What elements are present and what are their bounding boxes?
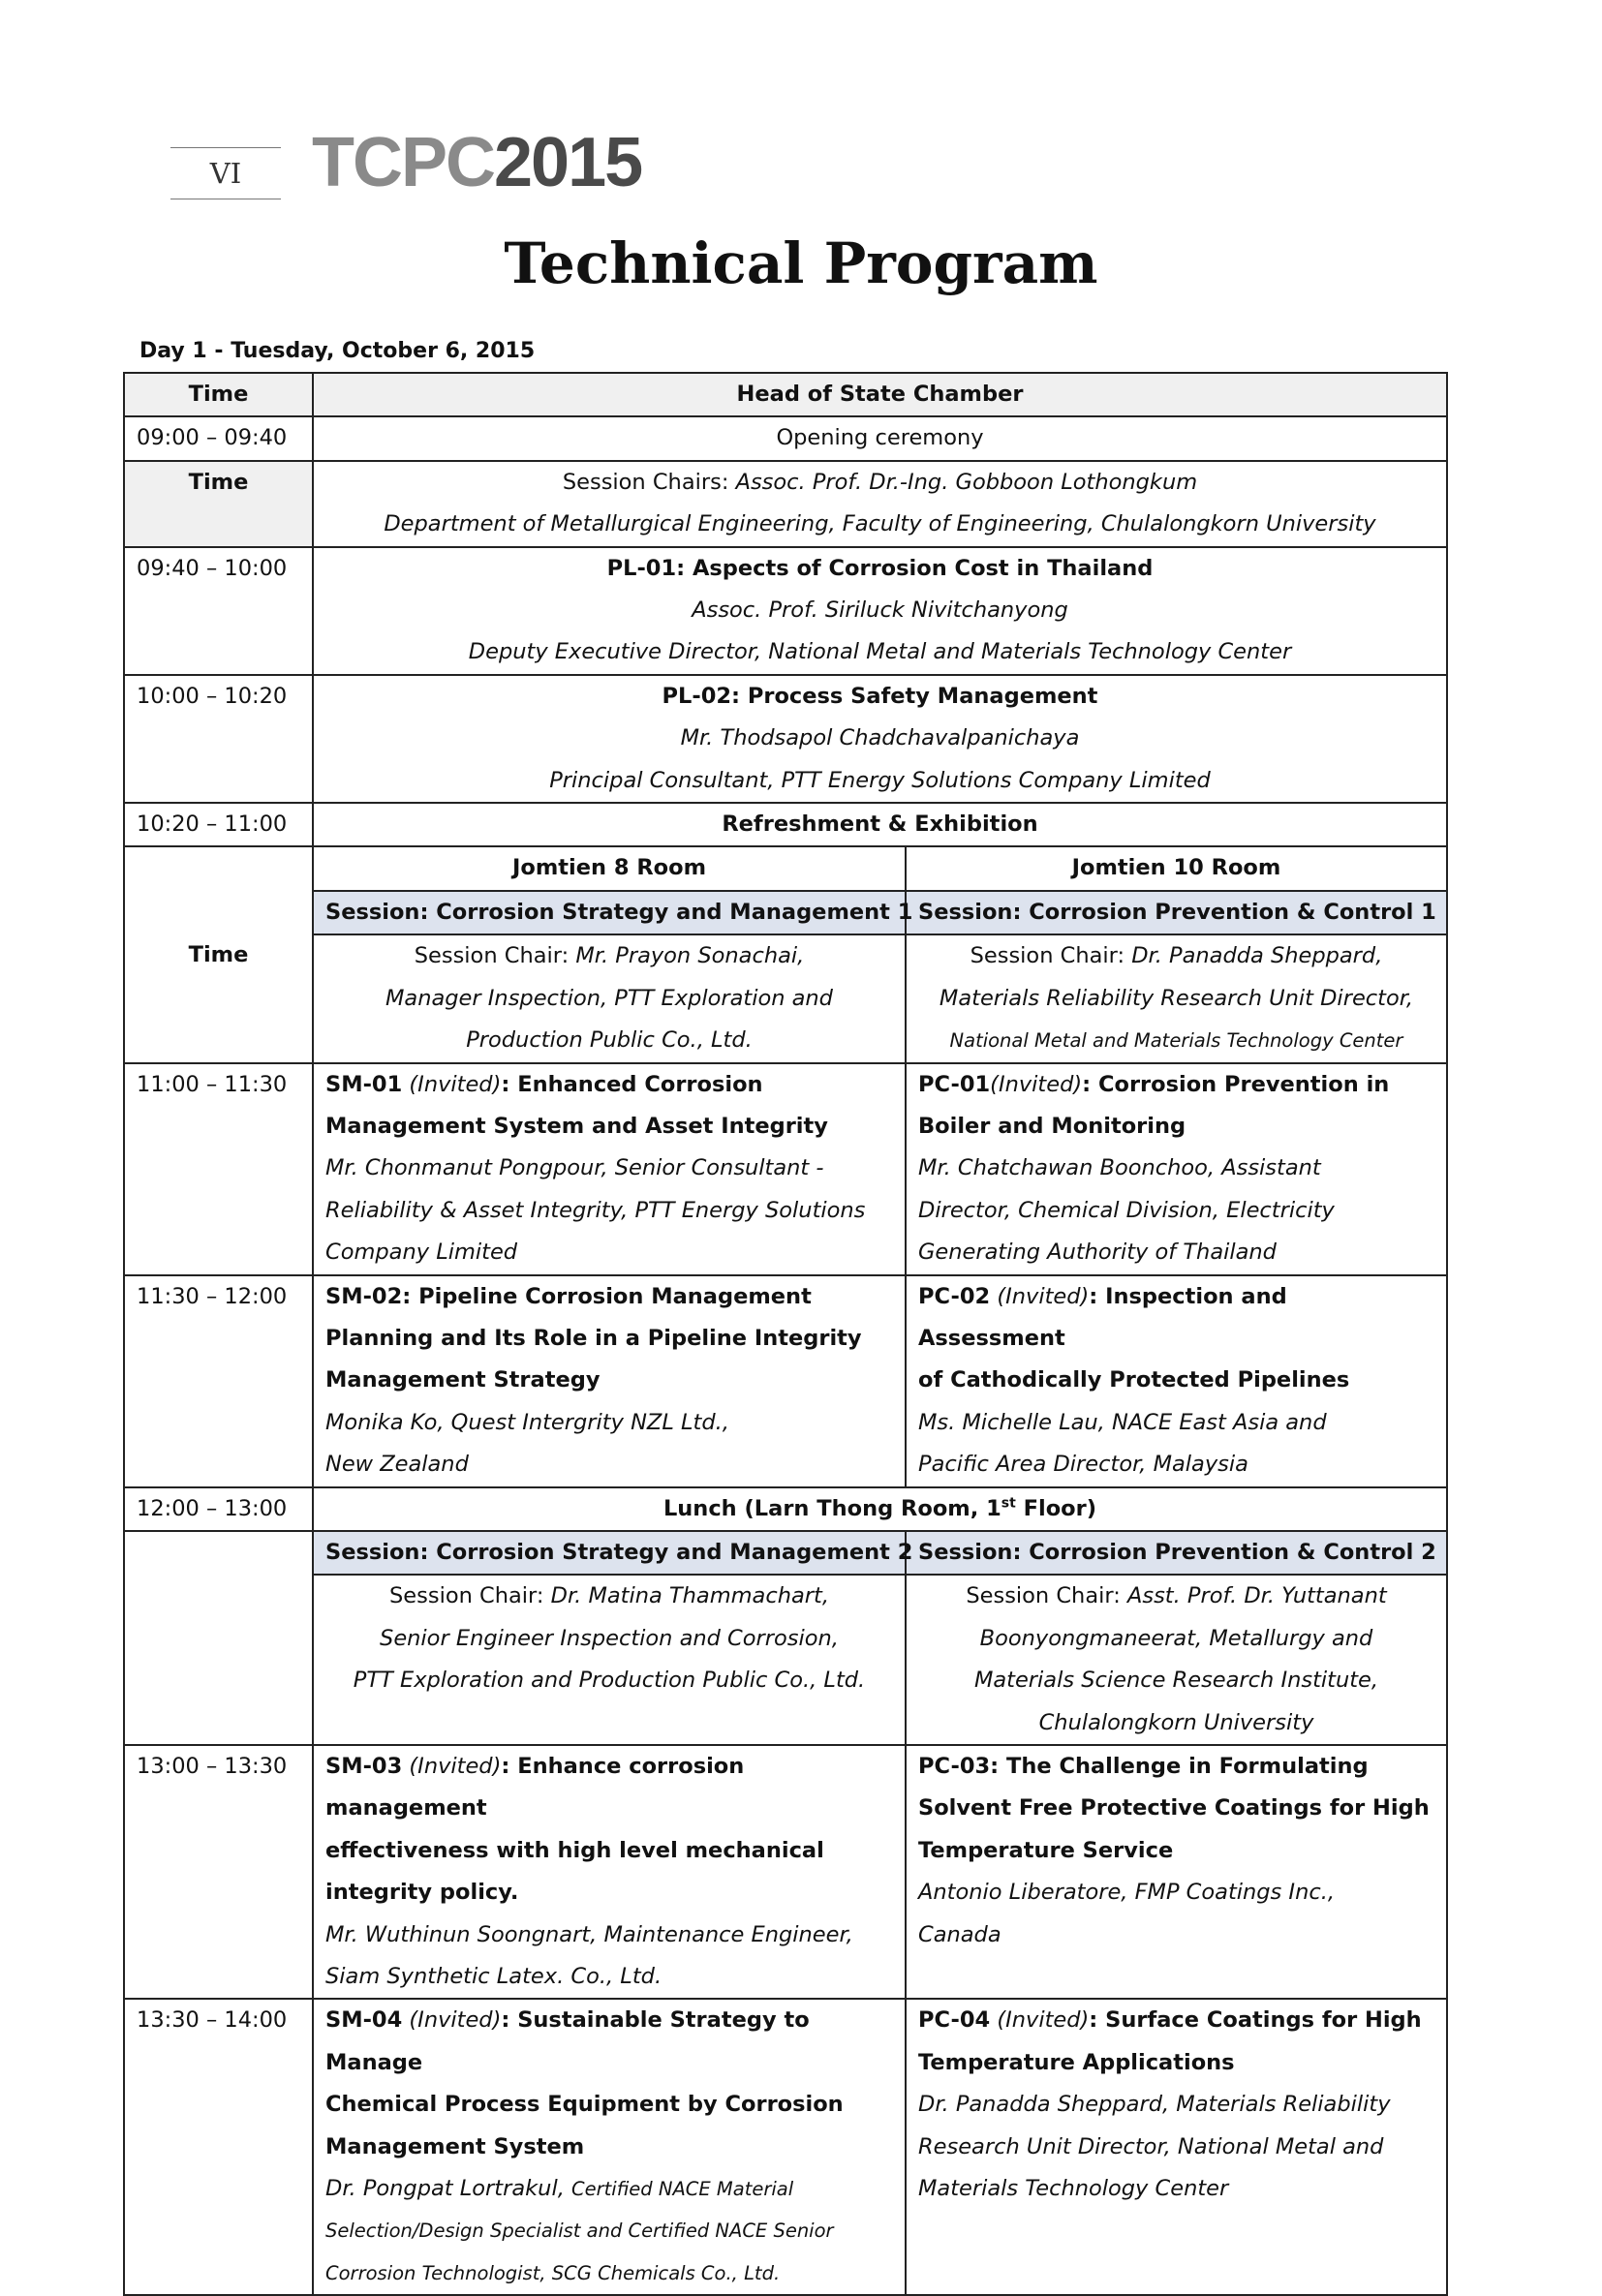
hall-header: Head of State Chamber (313, 373, 1447, 416)
page-title: Technical Program (504, 230, 1098, 296)
time-cell: 11:30 – 12:00 (124, 1275, 313, 1487)
affiliation: Principal Consultant, PTT Energy Solutions Company Limited (549, 767, 1211, 793)
session-chairs-cell: Session Chairs: Assoc. Prof. Dr.-Ing. Gobboon Lothongkum Department of Metallurgical Engineering, Faculty of Engineering, Chulalongkorn University (313, 461, 1447, 547)
table-row (124, 1745, 1447, 1999)
chair-affiliation: Department of Metallurgical Engineering, Faculty of Engineering, Chulalongkorn University (384, 511, 1376, 537)
paper-right: PC-04 (Invited): Surface Coatings for High Temperature Applications Dr. Panadda Sheppard, Materials Reliability Research Unit Director, National Metal and Materials Technology Center (906, 1999, 1447, 2295)
session-chair-right: Session Chair: Asst. Prof. Dr. Yuttanant Boonyongmaneerat, Metallurgy and Materials Science Research Institute, Chulalongkorn University (906, 1575, 1447, 1745)
program-table (123, 372, 1448, 2296)
table-row (124, 846, 1447, 890)
paper-left: SM-04 (Invited): Sustainable Strategy to Manage Chemical Process Equipment by Corrosion Management System Dr. Pongpat Lortrakul, Certified NACE Material Selection/Design Specialist and Certified NACE Senior Corrosion Technologist, SCG Chemicals Co., Ltd. (313, 1999, 906, 2295)
chair-name: Assoc. Prof. Dr.-Ing. Gobboon Lothongkum (735, 469, 1198, 495)
speaker: Mr. Thodsapol Chadchavalpanichaya (680, 725, 1080, 751)
time-cell-empty (124, 1531, 313, 1745)
table-row (124, 1575, 1447, 1745)
table-row (124, 803, 1447, 846)
table-row (124, 416, 1447, 460)
logo-part2: 2015 (494, 124, 642, 201)
affiliation: Deputy Executive Director, National Metal and Materials Technology Center (468, 639, 1292, 665)
time-cell: 12:00 – 13:00 (124, 1487, 313, 1531)
paper-right: PC-02 (Invited): Inspection and Assessment of Cathodically Protected Pipelines Ms. Michelle Lau, NACE East Asia and Pacific Area Director, Malaysia (906, 1275, 1447, 1487)
session-chair-left: Session Chair: Mr. Prayon Sonachai, Manager Inspection, PTT Exploration and Production Public Co., Ltd. (313, 934, 906, 1062)
paper-left: SM-01 (Invited): Enhanced Corrosion Management System and Asset Integrity Mr. Chonmanut Pongpour, Senior Consultant - Reliability & Asset Integrity, PTT Energy Solutions Company Limited (313, 1063, 906, 1275)
table-row (124, 547, 1447, 675)
table-row (124, 891, 1447, 934)
time-cell: 09:00 – 09:40 (124, 416, 313, 460)
talk-title: PL-01: Aspects of Corrosion Cost in Thailand (606, 555, 1154, 581)
speaker: Assoc. Prof. Siriluck Nivitchanyong (692, 597, 1068, 624)
time-header: Time (124, 373, 313, 416)
time-header: Time (124, 846, 313, 1062)
opening-cell: Opening ceremony (313, 416, 1447, 460)
room-right: Jomtien 10 Room (906, 846, 1447, 890)
table-row (124, 1063, 1447, 1275)
session-title-right: Session: Corrosion Prevention & Control 2 (906, 1531, 1447, 1575)
table-row (124, 1487, 1447, 1531)
paper-right: PC-03: The Challenge in Formulating Solvent Free Protective Coatings for High Temperature Service Antonio Liberatore, FMP Coatings Inc., Canada (906, 1745, 1447, 1999)
time-cell: 13:00 – 13:30 (124, 1745, 313, 1999)
page-number: VI (170, 147, 281, 199)
plenary-cell (313, 547, 1447, 675)
time-cell: 09:40 – 10:00 (124, 547, 313, 675)
time-header: Time (124, 461, 313, 547)
table-row (124, 1275, 1447, 1487)
lunch-cell: Lunch (Larn Thong Room, 1st Floor) (313, 1487, 1447, 1531)
time-cell: 13:30 – 14:00 (124, 1999, 313, 2295)
table-row (124, 675, 1447, 803)
session-title-left: Session: Corrosion Strategy and Management 2 (313, 1531, 906, 1575)
logo-part1: TCPC (312, 124, 494, 201)
session-chair-left: Session Chair: Dr. Matina Thammachart, Senior Engineer Inspection and Corrosion, PTT Exploration and Production Public Co., Ltd. (313, 1575, 906, 1745)
table-row (124, 1999, 1447, 2295)
session-title-left: Session: Corrosion Strategy and Management 1 (313, 891, 906, 934)
paper-left: SM-03 (Invited): Enhance corrosion management effectiveness with high level mechanical integrity policy. Mr. Wuthinun Soongnart, Maintenance Engineer, Siam Synthetic Latex. Co., Ltd. (313, 1745, 906, 1999)
conference-logo (312, 124, 642, 201)
time-cell: 10:20 – 11:00 (124, 803, 313, 846)
session-title-right: Session: Corrosion Prevention & Control 1 (906, 891, 1447, 934)
paper-left: SM-02: Pipeline Corrosion Management Planning and Its Role in a Pipeline Integrity Management Strategy Monika Ko, Quest Intergrity NZL Ltd., New Zealand (313, 1275, 906, 1487)
table-row (124, 373, 1447, 416)
room-left: Jomtien 8 Room (313, 846, 906, 890)
table-row (124, 461, 1447, 547)
plenary-cell (313, 675, 1447, 803)
time-cell: 11:00 – 11:30 (124, 1063, 313, 1275)
session-chair-right: Session Chair: Dr. Panadda Sheppard, Materials Reliability Research Unit Director, National Metal and Materials Technology Center (906, 934, 1447, 1062)
talk-title: PL-02: Process Safety Management (662, 683, 1098, 709)
time-cell: 10:00 – 10:20 (124, 675, 313, 803)
break-cell: Refreshment & Exhibition (313, 803, 1447, 846)
paper-right: PC-01(Invited): Corrosion Prevention in Boiler and Monitoring Mr. Chatchawan Boonchoo, Assistant Director, Chemical Division, Electricity Generating Authority of Thailand (906, 1063, 1447, 1275)
table-row (124, 1531, 1447, 1575)
table-row (124, 934, 1447, 1062)
day-heading: Day 1 - Tuesday, October 6, 2015 (139, 339, 536, 363)
